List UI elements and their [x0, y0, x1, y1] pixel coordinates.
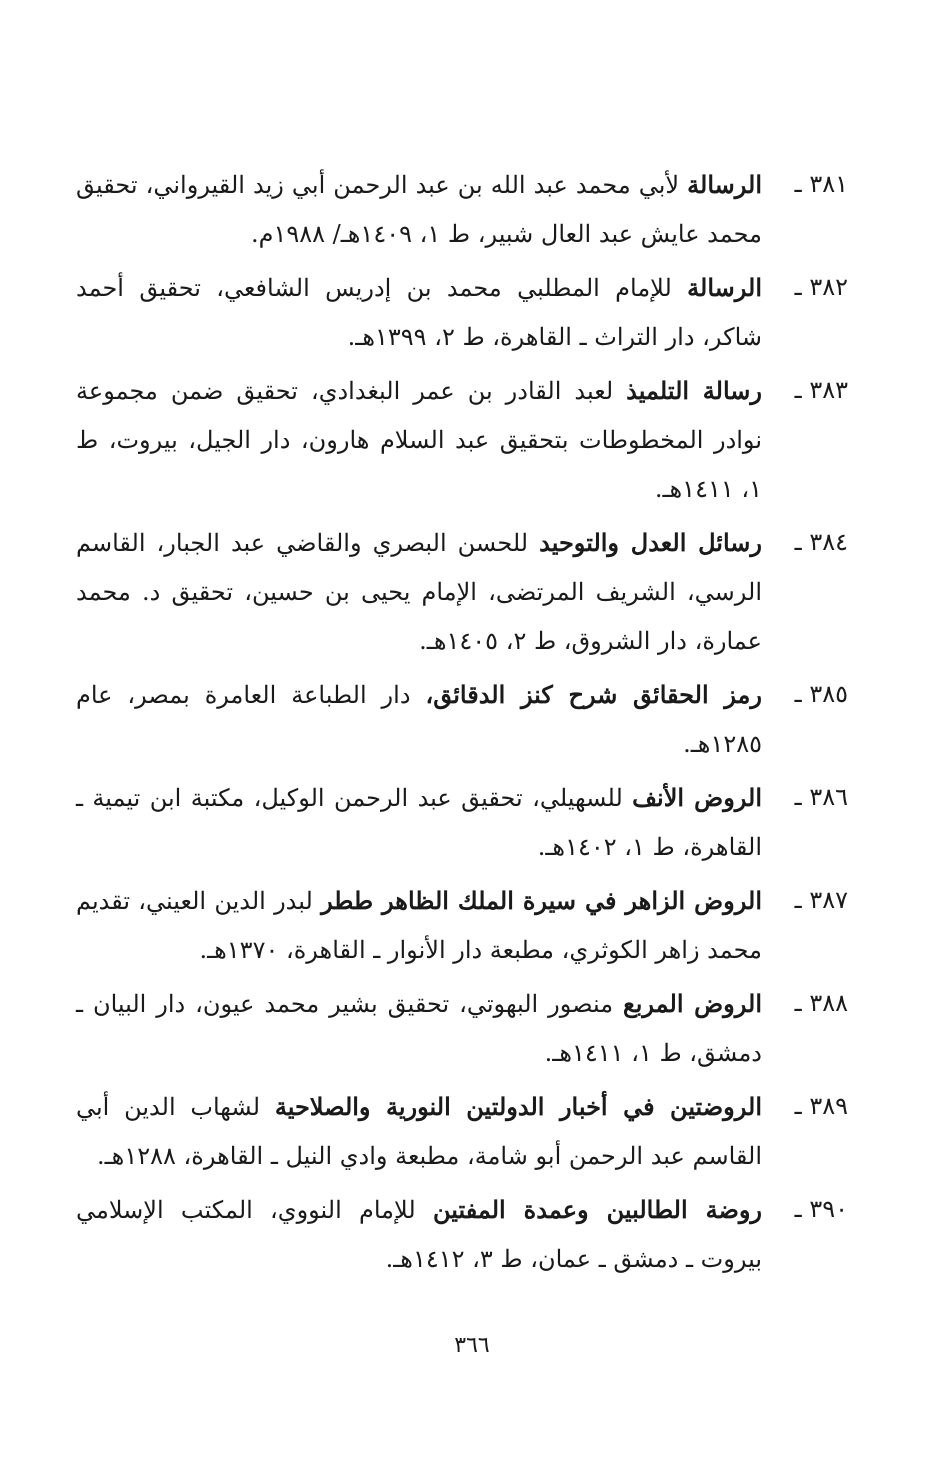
entry-number: ٣٨٣ ـ — [794, 376, 848, 404]
entry-details: دار الطباعة العامرة بمصر، عام ١٢٨٥هـ. — [76, 681, 762, 758]
entry-details: منصور البهوتي، تحقيق بشير محمد عيون، دار البيان ـ دمشق، ط ١، ١٤١١هـ. — [76, 990, 762, 1067]
bibliography-entry — [76, 366, 848, 514]
entry-body — [76, 366, 762, 514]
entry-details: لشهاب الدين أبي القاسم عبد الرحمن أبو شامة، مطبعة وادي النيل ـ القاهرة، ١٢٨٨هـ. — [76, 1093, 762, 1170]
bibliography-entry — [76, 979, 848, 1078]
entry-title: الرسالة — [687, 170, 762, 199]
entry-number: ٣٨٢ ـ — [794, 273, 848, 301]
entry-details: لعبد القادر بن عمر البغدادي، تحقيق ضمن مجموعة نوادر المخطوطات بتحقيق عبد السلام هارون، دار الجيل، بيروت، ط ١، ١٤١١هـ. — [76, 377, 762, 503]
bibliography-entry — [76, 160, 848, 259]
bibliography-entry — [76, 1082, 848, 1181]
entry-number: ٣٨٥ ـ — [794, 680, 848, 708]
entry-title: الروض الأنف — [632, 783, 763, 812]
entry-title: رسالة التلميذ — [626, 376, 762, 405]
entry-number: ٣٨٦ ـ — [794, 783, 848, 811]
entry-title: رمز الحقائق شرح كنز الدقائق، — [425, 680, 763, 709]
entry-number: ٣٨٧ ـ — [794, 886, 848, 914]
entry-number: ٣٨٩ ـ — [794, 1092, 848, 1120]
entry-title: الرسالة — [687, 273, 762, 302]
entry-number: ٣٨٤ ـ — [794, 528, 848, 556]
entry-body — [76, 160, 762, 259]
entry-title: الروض الزاهر في سيرة الملك الظاهر ططر — [321, 886, 762, 915]
entry-title: الروض المربع — [622, 989, 762, 1018]
entry-details: لأبي محمد عبد الله بن عبد الرحمن أبي زيد القيرواني، تحقيق محمد عايش عبد العال شبير، ط ١، ١٤٠٩هـ/ ١٩٨٨م. — [76, 171, 762, 248]
bibliography-entry — [76, 518, 848, 666]
entry-title: الروضتين في أخبار الدولتين النورية والصلاحية — [274, 1092, 762, 1121]
bibliography-entry — [76, 670, 848, 769]
entry-number: ٣٨١ ـ — [794, 170, 848, 198]
entry-details: للحسن البصري والقاضي عبد الجبار، القاسم الرسي، الشريف المرتضى، الإمام يحيى بن حسين، تحقيق د. محمد عمارة، دار الشروق، ط ٢، ١٤٠٥هـ. — [76, 529, 762, 655]
entry-body — [76, 1082, 762, 1181]
bibliography-entry — [76, 1185, 848, 1284]
entry-title: رسائل العدل والتوحيد — [539, 528, 762, 557]
entry-body — [76, 979, 762, 1078]
page-number: ٣٦٦ — [454, 1333, 490, 1358]
entry-number: ٣٩٠ ـ — [794, 1195, 848, 1223]
bibliography-entry — [76, 773, 848, 872]
entry-body — [76, 773, 762, 872]
entry-number: ٣٨٨ ـ — [794, 989, 848, 1017]
entry-details: للسهيلي، تحقيق عبد الرحمن الوكيل، مكتبة ابن تيمية ـ القاهرة، ط ١، ١٤٠٢هـ. — [76, 784, 762, 861]
entry-body — [76, 518, 762, 666]
entry-body — [76, 263, 762, 362]
entry-details: للإمام المطلبي محمد بن إدريس الشافعي، تحقيق أحمد شاكر، دار التراث ـ القاهرة، ط ٢، ١٣٩٩هـ. — [76, 274, 762, 351]
bibliography-entry — [76, 876, 848, 975]
entry-body — [76, 1185, 762, 1284]
bibliography-list — [76, 160, 848, 1288]
entry-details: للإمام النووي، المكتب الإسلامي بيروت ـ دمشق ـ عمان، ط ٣، ١٤١٢هـ. — [76, 1196, 762, 1273]
entry-details: لبدر الدين العيني، تقديم محمد زاهر الكوثري، مطبعة دار الأنوار ـ القاهرة، ١٣٧٠هـ. — [76, 887, 762, 964]
entry-body — [76, 876, 762, 975]
bibliography-entry — [76, 263, 848, 362]
entry-title: روضة الطالبين وعمدة المفتين — [432, 1195, 763, 1224]
entry-body — [76, 670, 762, 769]
